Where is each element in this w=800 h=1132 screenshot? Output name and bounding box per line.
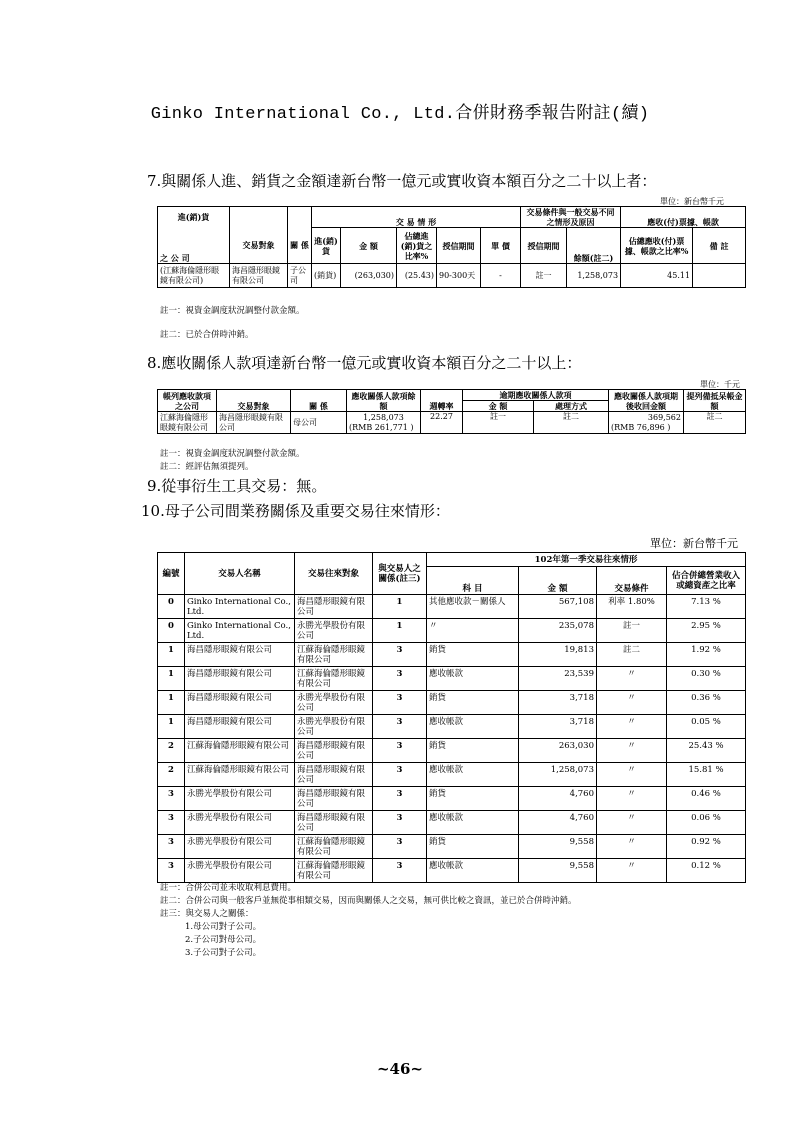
- cell-name: 海昌隱形眼鏡有限公司: [185, 643, 295, 667]
- cell-note: [693, 264, 746, 288]
- cell-amount: 3,718: [519, 691, 597, 715]
- col-counterparty: 交易對象: [217, 390, 291, 412]
- cell-terms: 註一: [597, 619, 667, 643]
- cell-ratio: 0.36 %: [667, 691, 746, 715]
- cell-item: 應收帳款: [427, 811, 519, 835]
- cell-ratio: 25.43 %: [667, 739, 746, 763]
- cell-name: 江蘇海倫隱形眼鏡有限公司: [185, 739, 295, 763]
- cell-no: 3: [158, 787, 185, 811]
- col-term: 授信期間: [437, 228, 481, 264]
- col-overdue: 逾期應收關係人款項: [463, 390, 609, 401]
- cell-no: 3: [158, 811, 185, 835]
- cell-relation: 母公司: [291, 412, 347, 434]
- cell-name: 永勝光學股份有限公司: [185, 811, 295, 835]
- cell-recv-ratio: 45.11: [621, 264, 693, 288]
- cell-terms: 〃: [597, 787, 667, 811]
- cell-counterparty: 海昌隱形眼鏡有限公司: [295, 763, 373, 787]
- subsequent-value: 369,562: [647, 412, 681, 422]
- cell-counterparty: 海昌隱形眼鏡有限公司: [230, 264, 288, 288]
- note: 註二：合併公司與一般客戶並無從事相類交易，因而與關係人之交易，無可供比較之資訊，並已於合併時沖銷。: [160, 896, 577, 906]
- cell-name: 海昌隱形眼鏡有限公司: [185, 691, 295, 715]
- col-company-2: 之 公 司: [158, 228, 230, 264]
- cell-terms: 〃: [597, 667, 667, 691]
- col-receivable: 應收(付)票據、帳款: [621, 207, 746, 228]
- col-balance: 餘額(註二): [567, 228, 621, 264]
- table-row: [158, 739, 746, 763]
- cell-ratio: 2.95 %: [667, 619, 746, 643]
- table-row: [158, 811, 746, 835]
- cell-relation: 3: [373, 859, 427, 883]
- note: 註一：視資金調度狀況調整付款金額。: [160, 306, 305, 316]
- cell-counterparty: 江蘇海倫隱形眼鏡有限公司: [295, 667, 373, 691]
- col-turnover: 週轉率: [421, 390, 463, 412]
- section-10-heading: 10.母子公司間業務關係及重要交易往來情形：: [141, 502, 450, 520]
- col-ratio: 佔合併總營業收入或總資產之比率: [667, 567, 746, 595]
- cell-name: 永勝光學股份有限公司: [185, 835, 295, 859]
- section-9-heading: 9.從事衍生工具交易：無。: [147, 477, 327, 495]
- cell-balance: 1,258,073: [567, 264, 621, 288]
- cell-ratio: 7.13 %: [667, 595, 746, 619]
- cell-no: 2: [158, 739, 185, 763]
- table-row: [158, 787, 746, 811]
- cell-ratio: 1.92 %: [667, 643, 746, 667]
- cell-counterparty: 海昌隱形眼鏡有限公司: [295, 595, 373, 619]
- cell-relation: 3: [373, 715, 427, 739]
- col-company: 進(銷)貨: [158, 207, 230, 228]
- cell-no: 3: [158, 859, 185, 883]
- col-relation: 與交易人之關係(註三): [373, 553, 427, 595]
- table-row: [158, 412, 746, 434]
- related-party-sales-table: [157, 206, 746, 288]
- cell-item: 銷貨: [427, 739, 519, 763]
- cell-item: 銷貨: [427, 835, 519, 859]
- cell-relation: 子公司: [288, 264, 312, 288]
- section-8-unit: 單位：千元: [700, 380, 740, 389]
- col-amount: 金 額: [463, 401, 534, 412]
- col-terms: 交易條件: [597, 567, 667, 595]
- cell-company: 江蘇海倫隱形眼鏡有限公司: [158, 412, 217, 434]
- cell-balance: [347, 412, 421, 434]
- col-relation: 關 係: [288, 228, 312, 264]
- table-row: [158, 835, 746, 859]
- cell-amount: 19,813: [519, 643, 597, 667]
- cell-item: 應收帳款: [427, 667, 519, 691]
- col-name: 交易人名稱: [185, 553, 295, 595]
- table-row: [158, 691, 746, 715]
- cell-item: 應收帳款: [427, 715, 519, 739]
- col-counterparty: 交易對象: [230, 228, 288, 264]
- col-diff: 交易條件與一般交易不同之情形及原因: [521, 207, 621, 228]
- cell-relation: 3: [373, 739, 427, 763]
- section-7-heading: 7.與關係人進、銷貨之金額達新台幣一億元或實收資本額百分之二十以上者：: [147, 172, 657, 190]
- col-amount: 金 額: [341, 228, 397, 264]
- cell-item: 其他應收款－關係人: [427, 595, 519, 619]
- cell-no: 1: [158, 667, 185, 691]
- cell-counterparty: 江蘇海倫隱形眼鏡有限公司: [295, 643, 373, 667]
- cell-name: Ginko International Co., Ltd.: [185, 619, 295, 643]
- cell-counterparty: 永勝光學股份有限公司: [295, 619, 373, 643]
- cell-term2: 註一: [521, 264, 567, 288]
- section-8-heading: 8.應收關係人款項達新台幣一億元或實收資本額百分之二十以上：: [147, 354, 582, 372]
- col-term2: 授信期間: [521, 228, 567, 264]
- cell-ratio: (25.43): [397, 264, 437, 288]
- note: 註三：與交易人之關係：: [160, 909, 254, 919]
- cell-name: Ginko International Co., Ltd.: [185, 595, 295, 619]
- page-title: Ginko International Co., Ltd.合併財務季報告附註(續): [150, 105, 650, 124]
- cell-counterparty: 永勝光學股份有限公司: [295, 691, 373, 715]
- cell-counterparty: 海昌隱形眼鏡有限公司: [295, 787, 373, 811]
- table-row: [158, 715, 746, 739]
- cell-no: 0: [158, 619, 185, 643]
- note: 註二：經評估無須提列。: [160, 462, 254, 472]
- cell-price: -: [481, 264, 521, 288]
- cell-amount: 1,258,073: [519, 763, 597, 787]
- cell-no: 0: [158, 595, 185, 619]
- cell-terms: 註二: [597, 643, 667, 667]
- cell-company: (江蘇海倫隱形眼鏡有限公司): [158, 264, 230, 288]
- balance-rmb: (RMB 261,771 ): [349, 422, 414, 432]
- table-row: [158, 859, 746, 883]
- cell-item: 銷貨: [427, 787, 519, 811]
- cell-counterparty: 海昌隱形眼鏡有限公司: [295, 739, 373, 763]
- cell-method: 註二: [534, 412, 609, 434]
- col-item: 科 目: [427, 567, 519, 595]
- cell-item: 銷貨: [427, 691, 519, 715]
- cell-terms: 利率 1.80%: [597, 595, 667, 619]
- cell-amount: 4,760: [519, 787, 597, 811]
- table-row: [158, 595, 746, 619]
- cell-ratio: 0.92 %: [667, 835, 746, 859]
- cell-relation: 1: [373, 619, 427, 643]
- cell-ratio: 0.30 %: [667, 667, 746, 691]
- balance-value: 1,258,073: [363, 412, 404, 422]
- table-row: [158, 667, 746, 691]
- table-row: [158, 643, 746, 667]
- cell-amount: 9,558: [519, 859, 597, 883]
- cell-terms: 〃: [597, 811, 667, 835]
- cell-allowance: 註二: [684, 412, 746, 434]
- cell-relation: 3: [373, 643, 427, 667]
- note: 2.子公司對母公司。: [185, 935, 262, 945]
- cell-terms: 〃: [597, 691, 667, 715]
- cell-item: 應收帳款: [427, 859, 519, 883]
- col-recv-ratio: 佔總應收(付)票據、帳款之比率%: [621, 228, 693, 264]
- cell-amount: 263,030: [519, 739, 597, 763]
- cell-amount: 235,078: [519, 619, 597, 643]
- note: 1.母公司對子公司。: [185, 922, 262, 932]
- col-amount: 金 額: [519, 567, 597, 595]
- page-number: ~46~: [376, 1060, 423, 1078]
- cell-relation: 3: [373, 667, 427, 691]
- cell-ratio: 0.46 %: [667, 787, 746, 811]
- table-row: [158, 264, 746, 288]
- cell-counterparty: 永勝光學股份有限公司: [295, 715, 373, 739]
- col-company: 帳列應收款項之公司: [158, 390, 217, 412]
- col-allowance: 提列備抵呆帳金額: [684, 390, 746, 412]
- cell-ratio: 0.12 %: [667, 859, 746, 883]
- table-row: [158, 619, 746, 643]
- cell-counterparty: 海昌隱形眼鏡有限公司: [217, 412, 291, 434]
- note: 註一：合併公司並未收取利息費用。: [160, 883, 297, 893]
- cell-no: 3: [158, 835, 185, 859]
- cell-terms: 〃: [597, 739, 667, 763]
- cell-ratio: 0.05 %: [667, 715, 746, 739]
- note: 註二：已於合併時沖銷。: [160, 330, 254, 340]
- note: 3.子公司對子公司。: [185, 948, 262, 958]
- section-7-unit: 單位：新台幣千元: [660, 197, 724, 206]
- col-transaction: 交 易 情 形: [312, 207, 521, 228]
- cell-amount: 567,108: [519, 595, 597, 619]
- cell-name: 江蘇海倫隱形眼鏡有限公司: [185, 763, 295, 787]
- cell-no: 2: [158, 763, 185, 787]
- cell-relation: 3: [373, 835, 427, 859]
- cell-terms: 〃: [597, 835, 667, 859]
- cell-amount: 23,539: [519, 667, 597, 691]
- cell-relation: 1: [373, 595, 427, 619]
- cell-counterparty: 江蘇海倫隱形眼鏡有限公司: [295, 835, 373, 859]
- related-party-receivables-table: [157, 389, 746, 434]
- subsequent-rmb: (RMB 76,896 ): [611, 422, 671, 432]
- col-counterparty: 交易往來對象: [295, 553, 373, 595]
- col-subsequent: 應收關係人款項期後收回金額: [609, 390, 684, 412]
- cell-relation: 3: [373, 691, 427, 715]
- cell-turnover: 22.27: [421, 412, 463, 434]
- cell-relation: 3: [373, 787, 427, 811]
- note: 註一：視資金調度狀況調整付款金額。: [160, 449, 305, 459]
- col-price: 單 價: [481, 228, 521, 264]
- cell-relation: 3: [373, 763, 427, 787]
- cell-amount: 4,760: [519, 811, 597, 835]
- cell-no: 1: [158, 643, 185, 667]
- cell-amount: (263,030): [341, 264, 397, 288]
- cell-item: 應收帳款: [427, 763, 519, 787]
- cell-ratio: 0.06 %: [667, 811, 746, 835]
- cell-counterparty: 江蘇海倫隱形眼鏡有限公司: [295, 859, 373, 883]
- cell-item: 〃: [427, 619, 519, 643]
- cell-name: 永勝光學股份有限公司: [185, 859, 295, 883]
- cell-amount: 註一: [463, 412, 534, 434]
- cell-counterparty: 海昌隱形眼鏡有限公司: [295, 811, 373, 835]
- col-no: 編號: [158, 553, 185, 595]
- col-note: 備 註: [693, 228, 746, 264]
- cell-terms: 〃: [597, 763, 667, 787]
- cell-amount: 3,718: [519, 715, 597, 739]
- intercompany-transactions-table: [157, 552, 746, 883]
- table-row: [158, 763, 746, 787]
- cell-ratio: 15.81 %: [667, 763, 746, 787]
- col-balance: 應收關係人款項餘額: [347, 390, 421, 412]
- cell-name: 海昌隱形眼鏡有限公司: [185, 715, 295, 739]
- col-period: 102年第一季交易往來情形: [427, 553, 746, 567]
- cell-name: 海昌隱形眼鏡有限公司: [185, 667, 295, 691]
- col-ratio: 佔總進(銷)貨之比率%: [397, 228, 437, 264]
- col-purchase: 進(銷)貨: [312, 228, 341, 264]
- cell-terms: 〃: [597, 715, 667, 739]
- col-method: 處理方式: [534, 401, 609, 412]
- cell-relation: 3: [373, 811, 427, 835]
- cell-type: (銷貨): [312, 264, 341, 288]
- cell-item: 銷貨: [427, 643, 519, 667]
- cell-no: 1: [158, 715, 185, 739]
- section-10-unit: 單位：新台幣千元: [650, 537, 738, 550]
- cell-subsequent: [609, 412, 684, 434]
- cell-name: 永勝光學股份有限公司: [185, 787, 295, 811]
- col-relation: 關 係: [291, 390, 347, 412]
- cell-amount: 9,558: [519, 835, 597, 859]
- cell-term: 90-300天: [437, 264, 481, 288]
- cell-terms: 〃: [597, 859, 667, 883]
- cell-no: 1: [158, 691, 185, 715]
